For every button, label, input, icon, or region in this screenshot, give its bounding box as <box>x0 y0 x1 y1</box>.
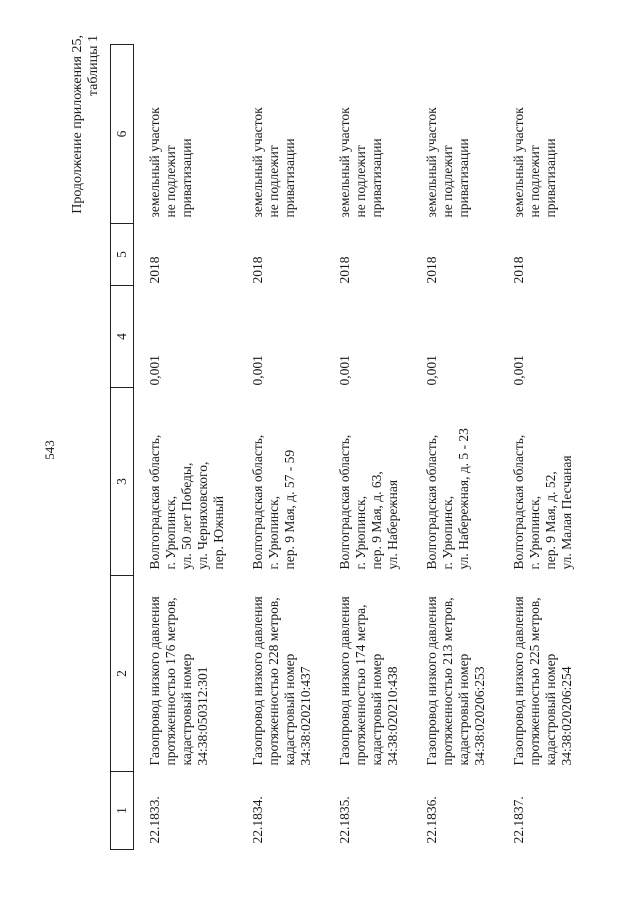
column-header: 3 <box>111 388 134 576</box>
object-name-cell <box>411 576 498 772</box>
column-header: 6 <box>111 45 134 224</box>
column-header: 2 <box>111 576 134 772</box>
area-cell: 0,001 <box>511 355 526 386</box>
continuation-note <box>70 35 102 315</box>
object-name-cell-line: протяженностью 225 метров, <box>527 597 542 766</box>
note-cell-line: не подлежит <box>440 145 455 218</box>
object-name-cell-line: Газопровод низкого давления <box>424 596 439 766</box>
object-name-cell-line: кадастровый номер <box>369 653 384 766</box>
object-name-cell-line: 34:38:020206:254 <box>559 666 574 766</box>
note-cell-line: земельный участок <box>337 107 352 218</box>
year-cell: 2018 <box>337 256 352 284</box>
address-cell-line: г. Урюпинск, <box>440 495 455 570</box>
object-name-cell-line: 34:38:050312:301 <box>195 666 210 766</box>
object-name-cell <box>237 576 324 772</box>
object-name-cell-line: Газопровод низкого давления <box>250 596 265 766</box>
table-row <box>498 45 585 850</box>
address-cell-line: пер. 9 Мая, д. 63, <box>369 471 384 570</box>
object-name-cell-line: Газопровод низкого давления <box>511 596 526 766</box>
row-number-cell: 22.1834. <box>250 796 265 844</box>
note-cell <box>237 45 324 224</box>
note-cell-line: приватизации <box>179 138 194 218</box>
object-name-cell-line: протяженностью 174 метра, <box>353 604 368 766</box>
object-name-cell-line: кадастровый номер <box>179 653 194 766</box>
row-number-cell: 22.1835. <box>337 796 352 844</box>
area-cell: 0,001 <box>337 355 352 386</box>
object-name-cell-line: 34:38:020206:253 <box>472 666 487 766</box>
object-name-cell-line: кадастровый номер <box>282 653 297 766</box>
note-cell-line: приватизации <box>543 138 558 218</box>
address-cell-line: Волгоградская область, <box>337 434 352 570</box>
table-row <box>134 45 238 850</box>
address-cell-line: г. Урюпинск, <box>527 495 542 570</box>
address-cell-line: ул. Набережная, д. 5 - 23 <box>456 428 471 570</box>
note-cell <box>324 45 411 224</box>
address-cell <box>134 388 238 576</box>
row-number-cell: 22.1837. <box>511 796 526 844</box>
column-header: 4 <box>111 286 134 388</box>
note-cell-line: приватизации <box>369 138 384 218</box>
object-name-cell-line: 34:38:020210:437 <box>298 666 313 766</box>
address-cell-line: пер. 9 Мая, д. 52, <box>543 471 558 570</box>
address-cell-line: Волгоградская область, <box>511 434 526 570</box>
address-cell-line: Волгоградская область, <box>424 434 439 570</box>
address-cell-line: ул. Малая Песчаная <box>559 455 574 570</box>
area-cell: 0,001 <box>147 355 162 386</box>
object-name-cell <box>134 576 238 772</box>
column-header: 5 <box>111 224 134 286</box>
address-cell-line: ул. Набережная <box>385 479 400 570</box>
address-cell-line: г. Урюпинск, <box>266 495 281 570</box>
object-name-cell-line: 34:38:020210:438 <box>385 666 400 766</box>
note-cell-line: земельный участок <box>250 107 265 218</box>
row-number-cell: 22.1836. <box>424 796 439 844</box>
note-cell-line: приватизации <box>456 138 471 218</box>
object-name-cell-line: протяженностью 228 метров, <box>266 597 281 766</box>
column-header: 1 <box>111 772 134 850</box>
year-cell: 2018 <box>511 256 526 284</box>
area-cell: 0,001 <box>250 355 265 386</box>
address-cell-line: г. Урюпинск, <box>353 495 368 570</box>
year-cell: 2018 <box>250 256 265 284</box>
address-cell-line: Волгоградская область, <box>250 434 265 570</box>
object-name-cell-line: протяженностью 213 метров, <box>440 597 455 766</box>
continuation-line-1: Продолжение приложения 25, <box>70 35 85 214</box>
note-cell-line: земельный участок <box>147 107 162 218</box>
address-cell <box>498 388 585 576</box>
note-cell-line: земельный участок <box>511 107 526 218</box>
address-cell <box>237 388 324 576</box>
table-row <box>324 45 411 850</box>
address-cell-line: Волгоградская область, <box>147 434 162 570</box>
object-name-cell-line: кадастровый номер <box>456 653 471 766</box>
note-cell-line: приватизации <box>282 138 297 218</box>
year-cell: 2018 <box>424 256 439 284</box>
land-plots-table <box>110 44 585 850</box>
note-cell <box>411 45 498 224</box>
note-cell-line: не подлежит <box>163 145 178 218</box>
note-cell <box>498 45 585 224</box>
table-row <box>411 45 498 850</box>
object-name-cell <box>324 576 411 772</box>
continuation-line-2: таблицы 1 <box>86 35 101 97</box>
address-cell-line: ул. Черняховского, <box>195 461 210 570</box>
object-name-cell-line: Газопровод низкого давления <box>147 596 162 766</box>
area-cell: 0,001 <box>424 355 439 386</box>
object-name-cell-line: протяженностью 176 метров, <box>163 597 178 766</box>
note-cell-line: не подлежит <box>353 145 368 218</box>
object-name-cell-line: кадастровый номер <box>543 653 558 766</box>
address-cell-line: ул. 50 лет Победы, <box>179 462 194 570</box>
year-cell: 2018 <box>147 256 162 284</box>
table-row <box>237 45 324 850</box>
address-cell-line: г. Урюпинск, <box>163 495 178 570</box>
table-body <box>134 45 586 850</box>
address-cell-line: пер. 9 Мая, д. 57 - 59 <box>282 449 297 570</box>
address-cell <box>324 388 411 576</box>
object-name-cell <box>498 576 585 772</box>
address-cell <box>411 388 498 576</box>
note-cell <box>134 45 238 224</box>
row-number-cell: 22.1833. <box>147 796 162 844</box>
note-cell-line: земельный участок <box>424 107 439 218</box>
table-header-row <box>111 45 134 850</box>
page-number: 543 <box>42 440 57 460</box>
note-cell-line: не подлежит <box>527 145 542 218</box>
object-name-cell-line: Газопровод низкого давления <box>337 596 352 766</box>
address-cell-line: пер. Южный <box>211 495 226 570</box>
note-cell-line: не подлежит <box>266 145 281 218</box>
